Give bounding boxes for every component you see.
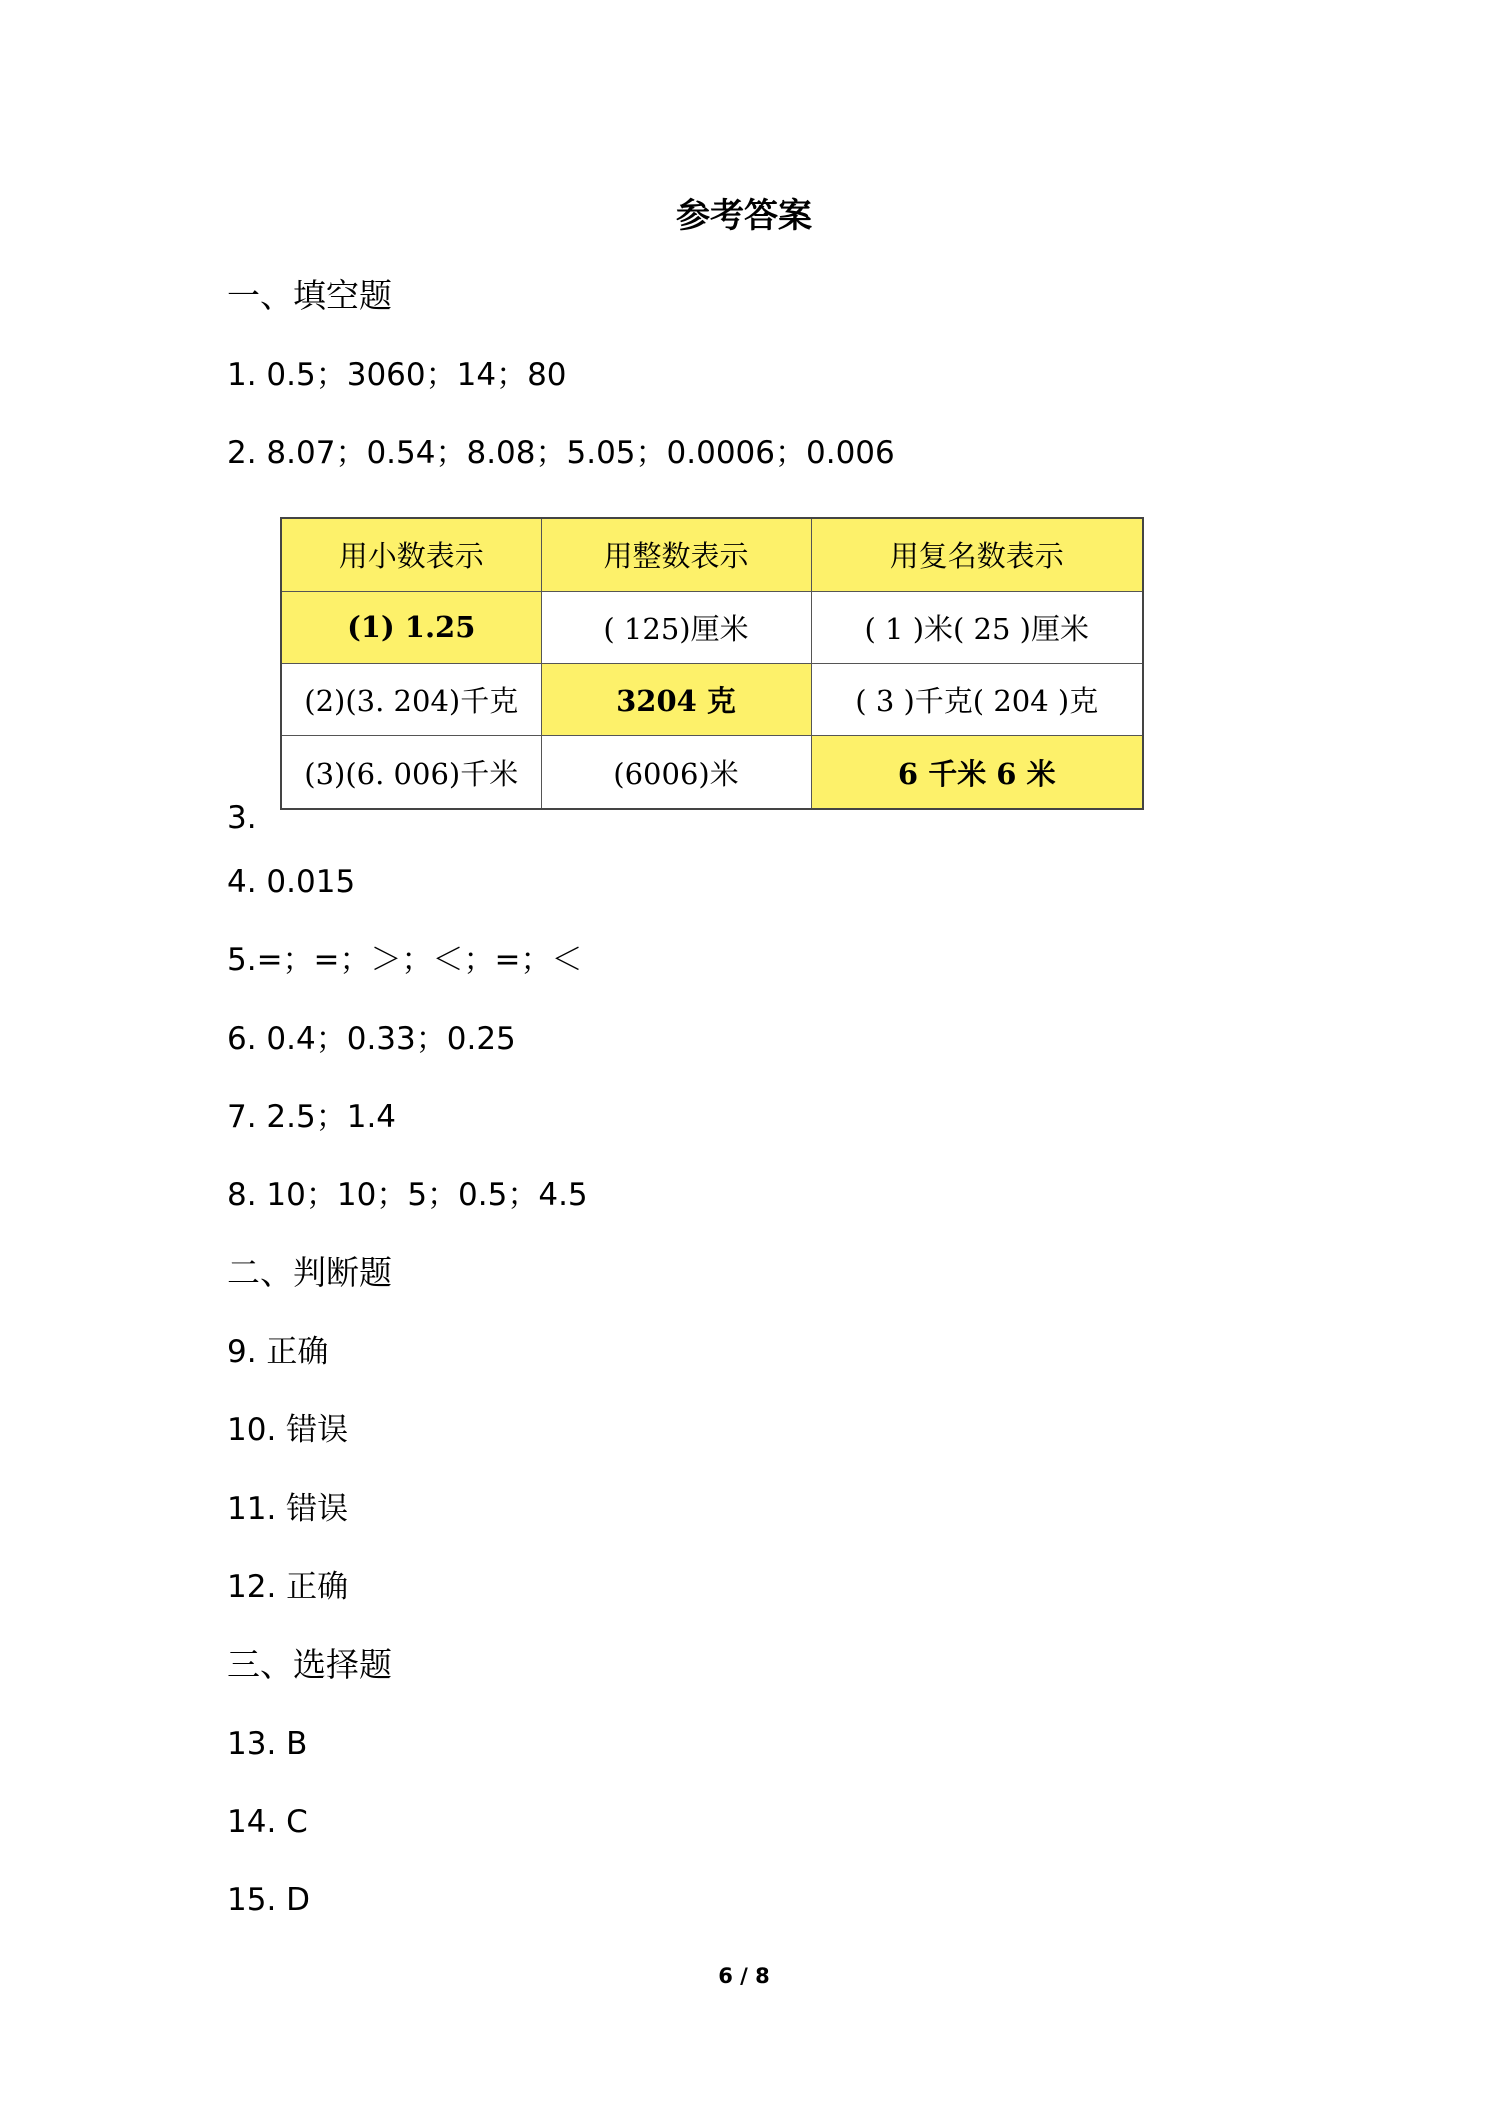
table-header-cell: 用复名数表示 [811, 518, 1143, 591]
table-header-row [281, 518, 1143, 591]
answer-15: 15. D [227, 1882, 311, 1918]
section-heading-multiple-choice: 三、选择题 [227, 1645, 392, 1684]
section-heading-true-false: 二、判断题 [227, 1253, 392, 1292]
answer-7: 7. 2.5；1.4 [227, 1099, 397, 1135]
answer-1: 1. 0.5；3060；14；80 [227, 357, 567, 393]
answer-3-label: 3. [227, 800, 257, 836]
table-cell: (1) 1.25 [281, 591, 541, 663]
answer-12: 12. 正确 [227, 1569, 349, 1605]
table-cell: (3)(6. 006)千米 [281, 736, 541, 809]
answer-10: 10. 错误 [227, 1412, 349, 1448]
answer-14: 14. C [227, 1804, 308, 1840]
answer-9: 9. 正确 [227, 1334, 329, 1370]
table-cell: ( 3 )千克( 204 )克 [811, 663, 1143, 735]
table-cell: 6 千米 6 米 [811, 736, 1143, 809]
table-cell: (2)(3. 204)千克 [281, 663, 541, 735]
table-header-cell: 用小数表示 [281, 518, 541, 591]
answer-8: 8. 10；10；5；0.5；4.5 [227, 1177, 588, 1213]
page-number: 6 / 8 [718, 1964, 770, 1988]
table-row [281, 736, 1143, 809]
page-title: 参考答案 [676, 196, 812, 236]
answer-3-table [280, 517, 1144, 810]
table-cell: ( 125)厘米 [541, 591, 811, 663]
answer-11: 11. 错误 [227, 1491, 349, 1527]
table-header-cell: 用整数表示 [541, 518, 811, 591]
section-heading-fill-blank: 一、填空题 [227, 276, 392, 315]
answer-5: 5.=；=；＞；＜；=；＜ [227, 942, 583, 978]
table-cell: (6006)米 [541, 736, 811, 809]
answer-4: 4. 0.015 [227, 864, 356, 900]
table-cell: 3204 克 [541, 663, 811, 735]
answer-6: 6. 0.4；0.33；0.25 [227, 1021, 516, 1057]
table-cell: ( 1 )米( 25 )厘米 [811, 591, 1143, 663]
answer-13: 13. B [227, 1726, 308, 1762]
table-row [281, 591, 1143, 663]
table-row [281, 663, 1143, 735]
answer-2: 2. 8.07；0.54；8.08；5.05；0.0006；0.006 [227, 435, 895, 471]
